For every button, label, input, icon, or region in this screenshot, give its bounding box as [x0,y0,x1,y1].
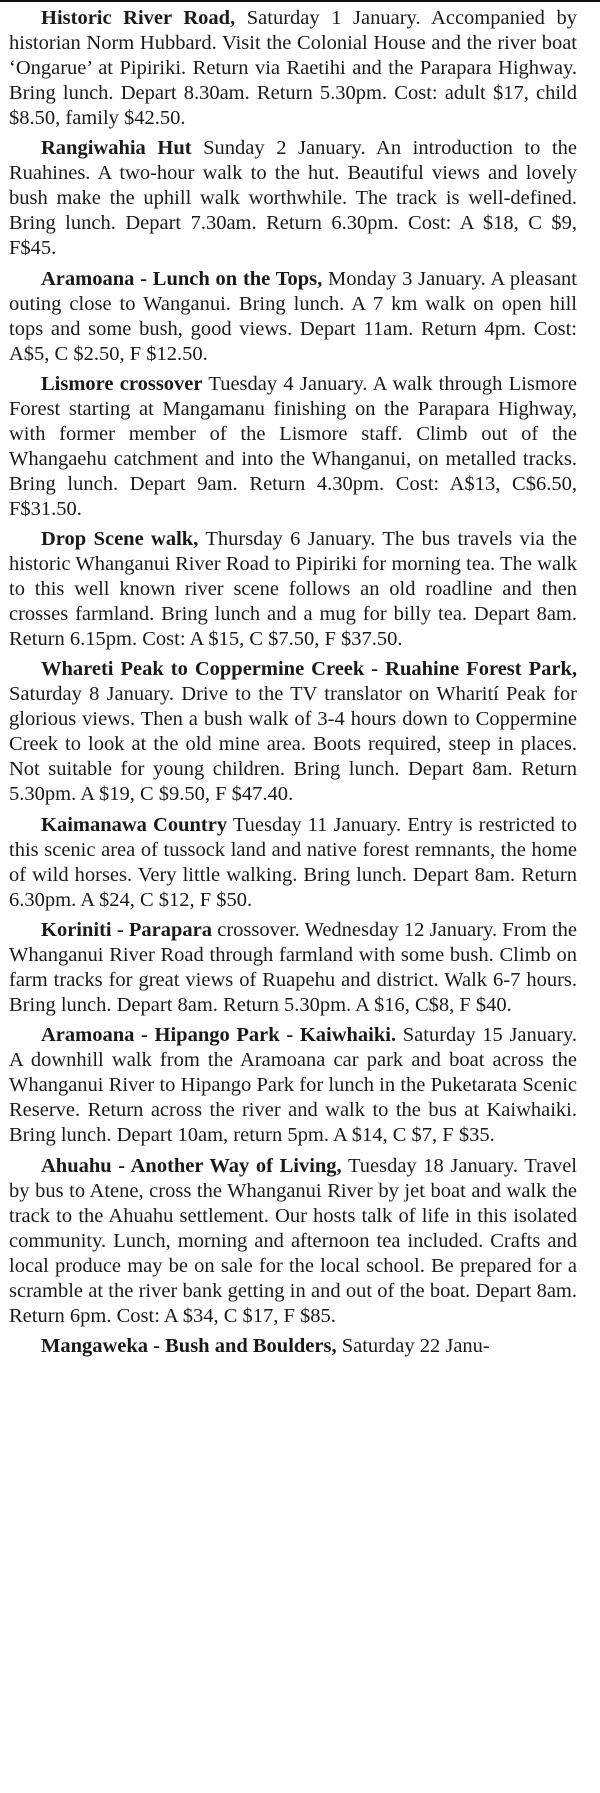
event-title: Drop Scene walk, [41,528,199,551]
event-koriniti-parapara [9,918,577,1018]
event-mangaweka [9,1334,577,1359]
event-title: Ahuahu - Another Way of Living, [41,1154,342,1177]
event-details: Tuesday 4 January. A walk through Lismore Forest starting at Mangamanu finishing on the Parapara Highway, with former member of the Lismore staff. Climb out of the Whangaehu catchment and into the Whanganui, on metalled tracks. Bring lunch. Depart 9am. Return 4.30pm. Cost: A$13, C$6.50, F$31.50. [9,372,577,520]
event-title: Lismore crossover [41,372,203,395]
events-column [9,6,577,1359]
event-aramoana-lunch-on-the-tops [9,267,577,367]
event-title: Mangaweka - Bush and Boulders, [41,1334,337,1357]
event-lismore-crossover [9,372,577,522]
event-title: Kaimanawa Country [41,813,228,836]
event-aramoana-hipango-park [9,1023,577,1148]
event-details: Saturday 22 Janu- [336,1334,490,1357]
event-title: Historic River Road, [41,7,236,29]
event-title: Aramoana - Lunch on the Tops, [41,267,323,290]
event-ahuahu [9,1154,577,1329]
event-title: Aramoana - Hipango Park - Kaiwhaiki. [41,1024,397,1047]
event-title: Whareti Peak to Coppermine Creek - Ruahine Forest Park, [41,658,577,681]
event-whareti-peak [9,657,577,807]
event-title: Rangiwahia Hut [41,137,192,160]
event-details: Saturday 1 January. Accompanied by historian Norm Hubbard. Visit the Colonial House and the river boat ‘Ongarue’ at Pipiriki. Return via Raetihi and the Parapara Highway. Bring lunch. Depart 8.30am. Return 5.30pm. Cost: adult $17, child $8.50, family $42.50. [9,7,577,129]
event-details: Monday 3 January. A pleasant outing close to Wanganui. Bring lunch. A 7 km walk on open hill tops and some bush, good views. Depart 11am. Return 4pm. Cost: A$5, C $2.50, F $12.50. [9,267,577,365]
event-details: Tuesday 18 January. Travel by bus to Atene, cross the Whanganui River by jet boat and walk the track to the Ahuahu settlement. Our hosts talk of life in this isolated community. Lunch, morning and afternoon tea included. Crafts and local produce may be on sale for the local school. Be prepared for a scramble at the river bank getting in and out of the boat. Depart 8am. Return 6pm. Cost: A $34, C $17, F $85. [9,1154,578,1327]
event-details: Saturday 8 January. Drive to the TV translator on Wharití Peak for glorious views. Then a bush walk of 3-4 hours down to Coppermine Creek to look at the old mine area. Boots required, steep in places. Not suitable for young children. Bring lunch. Depart 8am. Return 5.30pm. A $19, C $9.50, F $47.40. [9,683,577,806]
event-details: Tuesday 11 January. Entry is restricted to this scenic area of tussock land and native forest remnants, the home of wild horses. Very little walking. Bring lunch. Depart 8am. Return 6.30pm. A $24, C $12, F $50. [9,813,577,911]
event-title: Koriniti - Parapara [41,919,212,942]
event-drop-scene-walk [9,527,577,652]
event-kaimanawa-country [9,813,577,913]
event-details: Sunday 2 January. An introduction to the Ruahines. A two-hour walk to the hut. Beautiful views and lovely bush make the uphill walk worthwhile. The track is well-defined. Bring lunch. Depart 7.30am. Return 6.30pm. Cost: A $18, C $9, F$45. [9,137,577,260]
top-rule [0,0,600,2]
event-rangiwahia-hut [9,136,577,261]
event-details: crossover. Wednesday 12 January. From the Whanganui River Road through farmland with some bush. Climb on farm tracks for great views of Ruapehu and district. Walk 6-7 hours. Bring lunch. Depart 8am. Return 5.30pm. A $16, C$8, F $40. [9,919,577,1017]
event-historic-river-road [9,6,577,131]
event-details: Thursday 6 January. The bus travels via the historic Whanganui River Road to Pipiriki for morning tea. The walk to this well known river scene follows an old roadline and then crosses farmland. Bring lunch and a mug for billy tea. Depart 8am. Return 6.15pm. Cost: A $15, C $7.50, F $37.50. [9,528,578,651]
event-details: Saturday 15 January. A downhill walk from the Aramoana car park and boat across the Whanganui River to Hipango Park for lunch in the Puketarata Scenic Reserve. Return across the river and walk to the bus at Kaiwhaiki. Bring lunch. Depart 10am, return 5pm. A $14, C $7, F $35. [9,1024,578,1147]
